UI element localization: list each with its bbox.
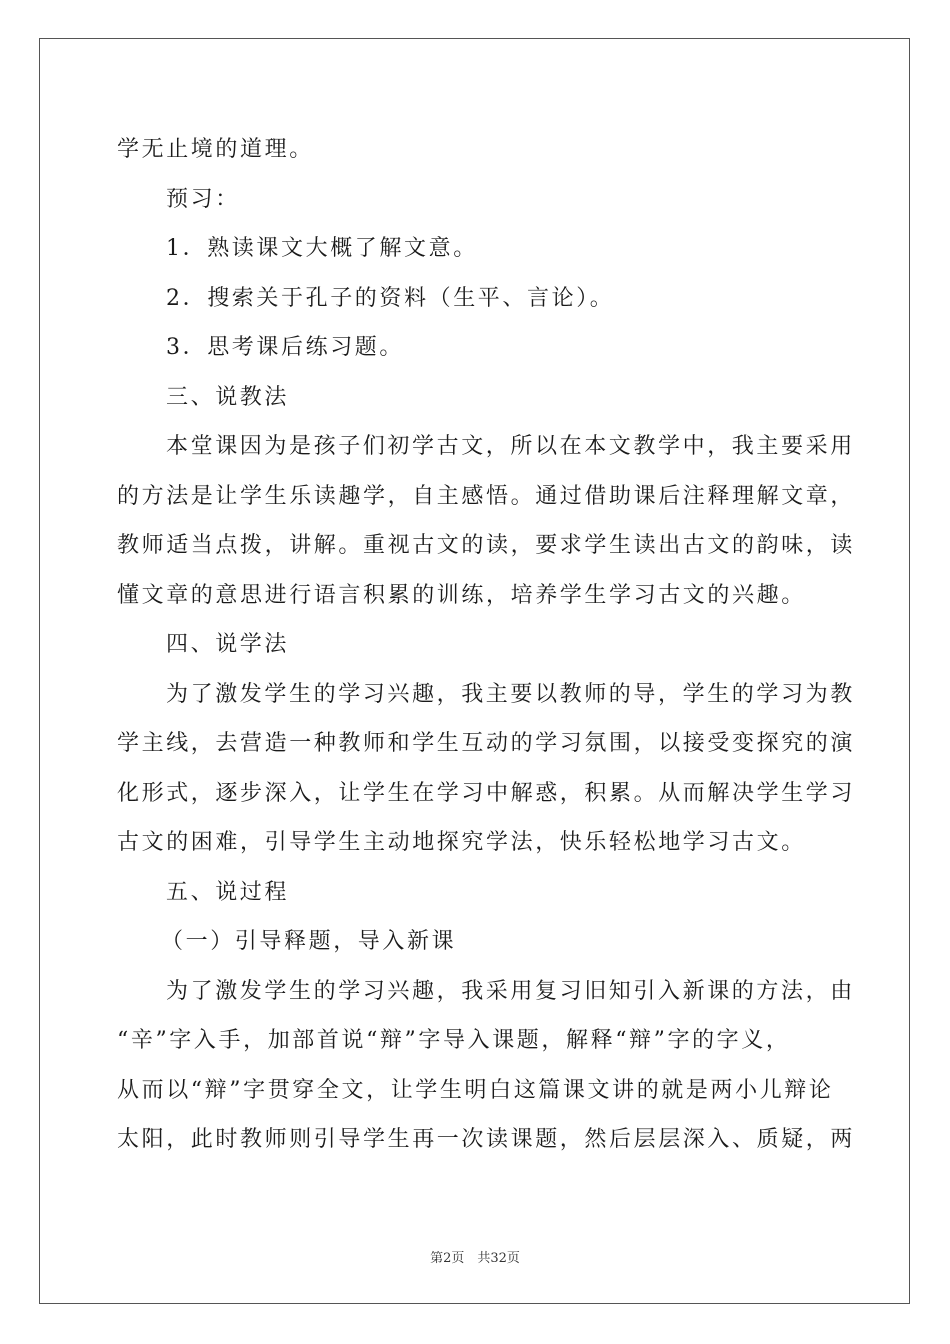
paragraph-line: 为了激发学生的学习兴趣，我采用复习旧知引入新课的方法，由: [166, 978, 855, 1004]
section-heading: 五、说过程: [166, 879, 290, 905]
page-number-footer: 第2页 共32页: [430, 1251, 520, 1266]
paragraph-line: 预习：: [166, 186, 240, 212]
paragraph-line: 教师适当点拨，讲解。重视古文的读，要求学生读出古文的韵味，读: [117, 533, 856, 558]
section-heading: 三、说教法: [166, 384, 290, 410]
paragraph-line: 的方法是让学生乐读趣学，自主感悟。通过借助课后注释理解文章，: [117, 483, 856, 509]
paragraph-line: 学无止境的道理。: [117, 137, 314, 162]
paragraph-line: 学主线，去营造一种教师和学生互动的学习氛围，以接受变探究的演: [117, 731, 856, 756]
paragraph-line: 3．思考课后练习题。: [166, 335, 404, 360]
paragraph-line: 2．搜索关于孔子的资料（生平、言论）。: [166, 285, 615, 311]
document-body: [117, 125, 856, 1165]
paragraph-line: 从而以“辩”字贯穿全文，让学生明白这篇课文讲的就是两小儿辩论: [117, 1077, 834, 1103]
paragraph-line: 懂文章的意思进行语言积累的训练，培养学生学习古文的兴趣。: [117, 582, 806, 608]
section-heading: 四、说学法: [166, 632, 290, 657]
paragraph-line: “辛”字入手，加部首说“辩”字导入课题，解释“辩”字的字义，: [117, 1028, 791, 1053]
subsection-heading: （一）引导释题，导入新课: [161, 929, 457, 954]
paragraph-line: 本堂课因为是孩子们初学古文，所以在本文教学中，我主要采用: [166, 434, 855, 459]
paragraph-line: 1．熟读课文大概了解文意。: [166, 236, 478, 261]
paragraph-line: 为了激发学生的学习兴趣，我主要以教师的导，学生的学习为教: [166, 681, 855, 707]
paragraph-line: 化形式，逐步深入，让学生在学习中解惑，积累。从而解决学生学习: [117, 780, 856, 806]
paragraph-line: 太阳，此时教师则引导学生再一次读课题，然后层层深入、质疑，两: [117, 1127, 856, 1152]
paragraph-line: 古文的困难，引导学生主动地探究学法，快乐轻松地学习古文。: [117, 830, 806, 855]
